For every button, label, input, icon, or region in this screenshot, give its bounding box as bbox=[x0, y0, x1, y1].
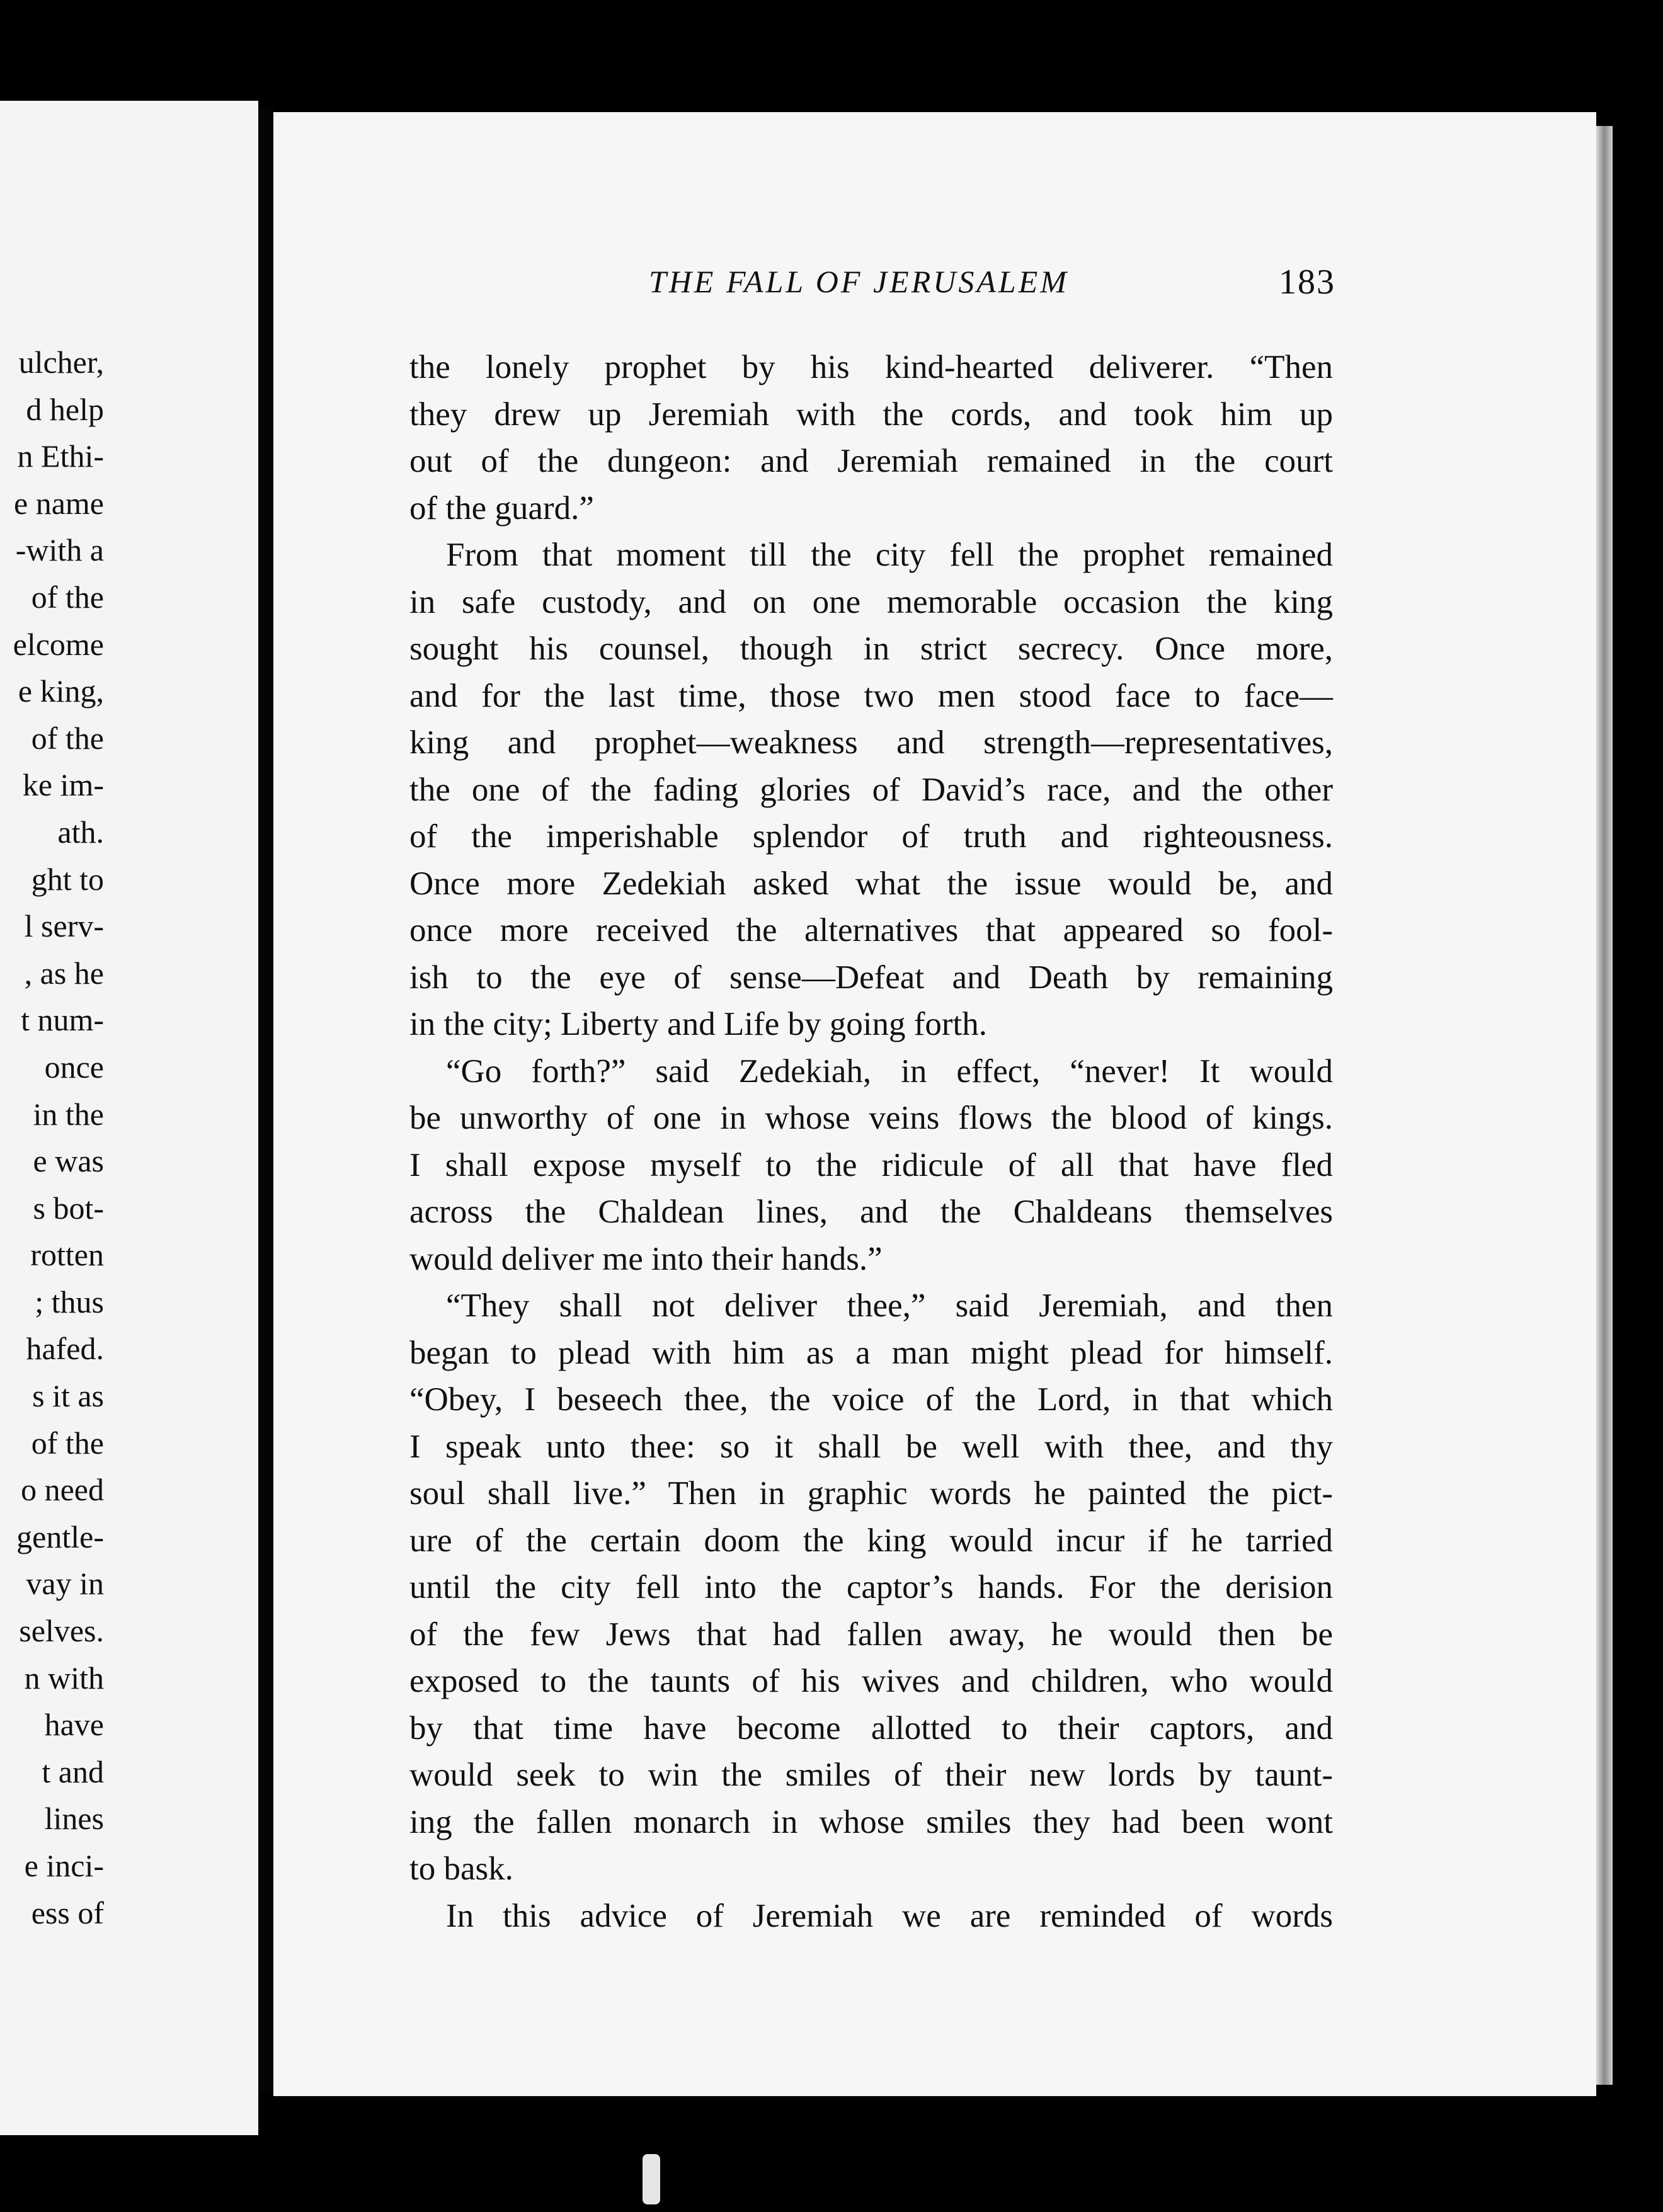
facing-line: l serv- bbox=[24, 908, 104, 944]
facing-line: ght to bbox=[31, 861, 104, 897]
text-line: Once more Zedekiah asked what the issue would be, and bbox=[409, 865, 1333, 902]
text-line: in safe custody, and on one memorable occasion the king bbox=[409, 583, 1333, 620]
facing-line: in the bbox=[33, 1096, 104, 1132]
facing-line: s it as bbox=[32, 1378, 104, 1414]
facing-line: vay in bbox=[26, 1566, 104, 1602]
scan-smudge bbox=[643, 2154, 660, 2204]
facing-line: e inci- bbox=[24, 1848, 104, 1883]
text-line: soul shall live.” Then in graphic words he painted the pict- bbox=[409, 1475, 1333, 1512]
text-line: In this advice of Jeremiah we are reminded of words bbox=[446, 1897, 1333, 1934]
facing-line: -with a bbox=[15, 532, 104, 568]
text-line: would deliver me into their hands.” bbox=[409, 1240, 883, 1277]
running-head: THE FALL OF JERUSALEM bbox=[649, 264, 1069, 299]
facing-page bbox=[0, 101, 258, 2135]
facing-line: of the bbox=[31, 1425, 104, 1461]
text-line: in the city; Liberty and Life by going forth. bbox=[409, 1006, 987, 1042]
facing-line: rotten bbox=[30, 1237, 104, 1273]
facing-line: lines bbox=[44, 1801, 104, 1837]
text-line: the lonely prophet by his kind-hearted deliverer. “Then bbox=[409, 349, 1333, 385]
page-edge bbox=[1596, 126, 1613, 2085]
facing-line: , as he bbox=[24, 955, 104, 991]
facing-page-text bbox=[0, 339, 104, 1936]
text-line: king and prophet—weakness and strength—representatives, bbox=[409, 724, 1333, 761]
text-line: exposed to the taunts of his wives and children, who would bbox=[409, 1663, 1333, 1699]
text-line: of the few Jews that had fallen away, he would then be bbox=[409, 1616, 1333, 1653]
text-line: “Obey, I beseech thee, the voice of the Lord, in that which bbox=[409, 1381, 1333, 1418]
facing-line: s bot- bbox=[33, 1190, 104, 1226]
text-line: be unworthy of one in whose veins flows the blood of kings. bbox=[409, 1100, 1333, 1136]
text-line: the one of the fading glories of David’s race, and the other bbox=[409, 771, 1333, 808]
facing-line: o need bbox=[21, 1472, 104, 1508]
facing-line: hafed. bbox=[26, 1331, 104, 1367]
facing-line: e name bbox=[14, 485, 104, 521]
facing-line: ess of bbox=[31, 1895, 104, 1930]
text-line: they drew up Jeremiah with the cords, and took him up bbox=[409, 396, 1333, 433]
text-line: sought his counsel, though in strict secrecy. Once more, bbox=[409, 630, 1333, 667]
text-line: until the city fell into the captor’s hands. For the derision bbox=[409, 1569, 1333, 1605]
text-line: would seek to win the smiles of their new lords by taunt- bbox=[409, 1757, 1333, 1793]
facing-line: e king, bbox=[18, 673, 104, 709]
text-line: ing the fallen monarch in whose smiles they had been wont bbox=[409, 1803, 1333, 1840]
facing-line: selves. bbox=[19, 1613, 104, 1649]
facing-line: d help bbox=[26, 391, 104, 427]
facing-line: once bbox=[44, 1049, 104, 1085]
text-line: of the guard.” bbox=[409, 489, 594, 527]
facing-line: n Ethi- bbox=[17, 438, 104, 474]
facing-line: elcome bbox=[13, 626, 104, 662]
text-line: to bask. bbox=[409, 1850, 513, 1887]
facing-line: n with bbox=[24, 1660, 104, 1696]
facing-line: ulcher, bbox=[18, 345, 104, 380]
text-line: “They shall not deliver thee,” said Jeremiah, and then bbox=[446, 1287, 1333, 1324]
text-line: ish to the eye of sense—Defeat and Death by remaining bbox=[409, 959, 1333, 996]
text-line: I speak unto thee: so it shall be well with thee, and thy bbox=[409, 1428, 1333, 1465]
book-gutter bbox=[258, 107, 273, 2091]
text-line: ure of the certain doom the king would incur if he tarried bbox=[409, 1522, 1333, 1559]
text-line: out of the dungeon: and Jeremiah remained in the court bbox=[409, 443, 1333, 479]
facing-line: of the bbox=[31, 720, 104, 756]
text-line: began to plead with him as a man might plead for himself. bbox=[409, 1334, 1333, 1371]
facing-line: t and bbox=[42, 1753, 104, 1789]
text-line: From that moment till the city fell the prophet remained bbox=[446, 537, 1333, 573]
text-line: I shall expose myself to the ridicule of all that have fled bbox=[409, 1146, 1333, 1183]
facing-line: have bbox=[44, 1707, 104, 1743]
facing-line: ; thus bbox=[35, 1284, 104, 1320]
facing-line: of the bbox=[31, 579, 104, 615]
page-number: 183 bbox=[1279, 263, 1335, 302]
facing-line: gentle- bbox=[16, 1519, 104, 1554]
text-line: by that time have become allotted to their captors, and bbox=[409, 1709, 1333, 1747]
text-line: once more received the alternatives that appeared so fool- bbox=[409, 912, 1333, 949]
facing-line: ke im- bbox=[22, 767, 104, 803]
text-line: of the imperishable splendor of truth and righteousness. bbox=[409, 818, 1333, 855]
text-line: across the Chaldean lines, and the Chaldeans themselves bbox=[409, 1194, 1333, 1230]
facing-line: t num- bbox=[21, 1002, 104, 1038]
text-line: “Go forth?” said Zedekiah, in effect, “never! It would bbox=[446, 1052, 1333, 1090]
facing-line: ath. bbox=[57, 814, 104, 850]
page-body bbox=[409, 344, 1333, 1939]
text-line: and for the last time, those two men stood face to face— bbox=[409, 677, 1333, 714]
facing-line: e was bbox=[33, 1143, 104, 1179]
